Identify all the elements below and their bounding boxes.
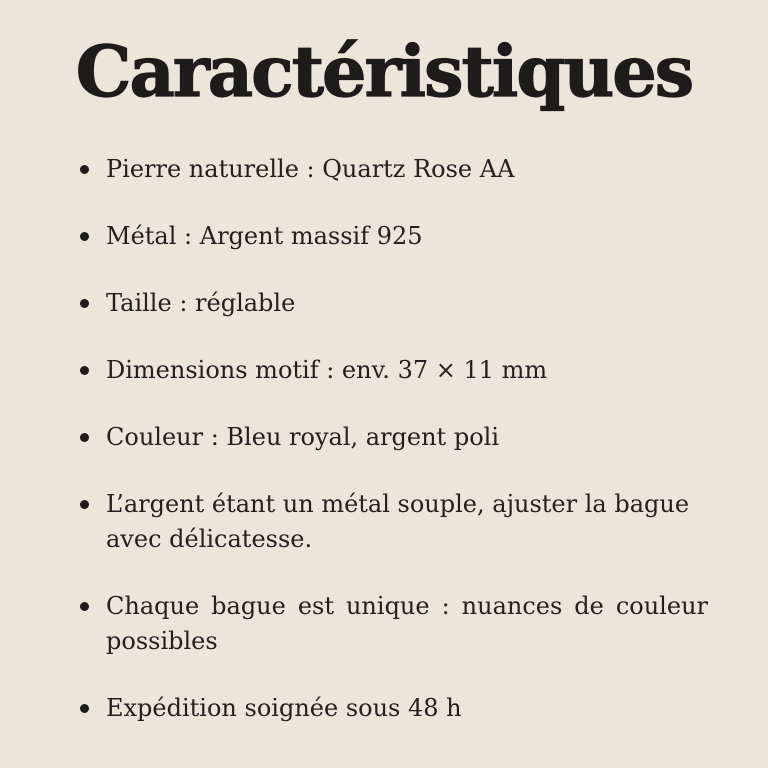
bullet-icon: [80, 704, 89, 713]
feature-text: Couleur : Bleu royal, argent poli: [106, 423, 499, 451]
feature-text: Dimensions motif : env. 37 × 11 mm: [106, 356, 548, 384]
list-item: [80, 152, 708, 187]
feature-text: Pierre naturelle : Quartz Rose AA: [106, 155, 515, 183]
page-title: Caractéristiques: [75, 30, 693, 113]
list-item: [80, 353, 708, 388]
feature-text: Taille : réglable: [106, 289, 296, 317]
list-item: [80, 286, 708, 321]
product-features-card: [0, 30, 768, 768]
bullet-icon: [80, 500, 89, 509]
bullet-icon: [80, 366, 89, 375]
list-item: [80, 589, 708, 659]
bullet-icon: [80, 602, 89, 611]
bullet-icon: [80, 433, 89, 442]
list-item: [80, 691, 708, 726]
bullet-icon: [80, 299, 89, 308]
list-item: [80, 420, 708, 455]
list-item: [80, 487, 708, 557]
bullet-icon: [80, 232, 89, 241]
features-list: [0, 152, 768, 726]
feature-text: Expédition soignée sous 48 h: [106, 694, 462, 722]
feature-text: Chaque bague est unique : nuances de couleur possibles: [106, 592, 708, 655]
feature-text: Métal : Argent massif 925: [106, 222, 423, 250]
list-item: [80, 219, 708, 254]
bullet-icon: [80, 165, 89, 174]
feature-text: L’argent étant un métal souple, ajuster la bague avec délicatesse.: [106, 490, 690, 553]
